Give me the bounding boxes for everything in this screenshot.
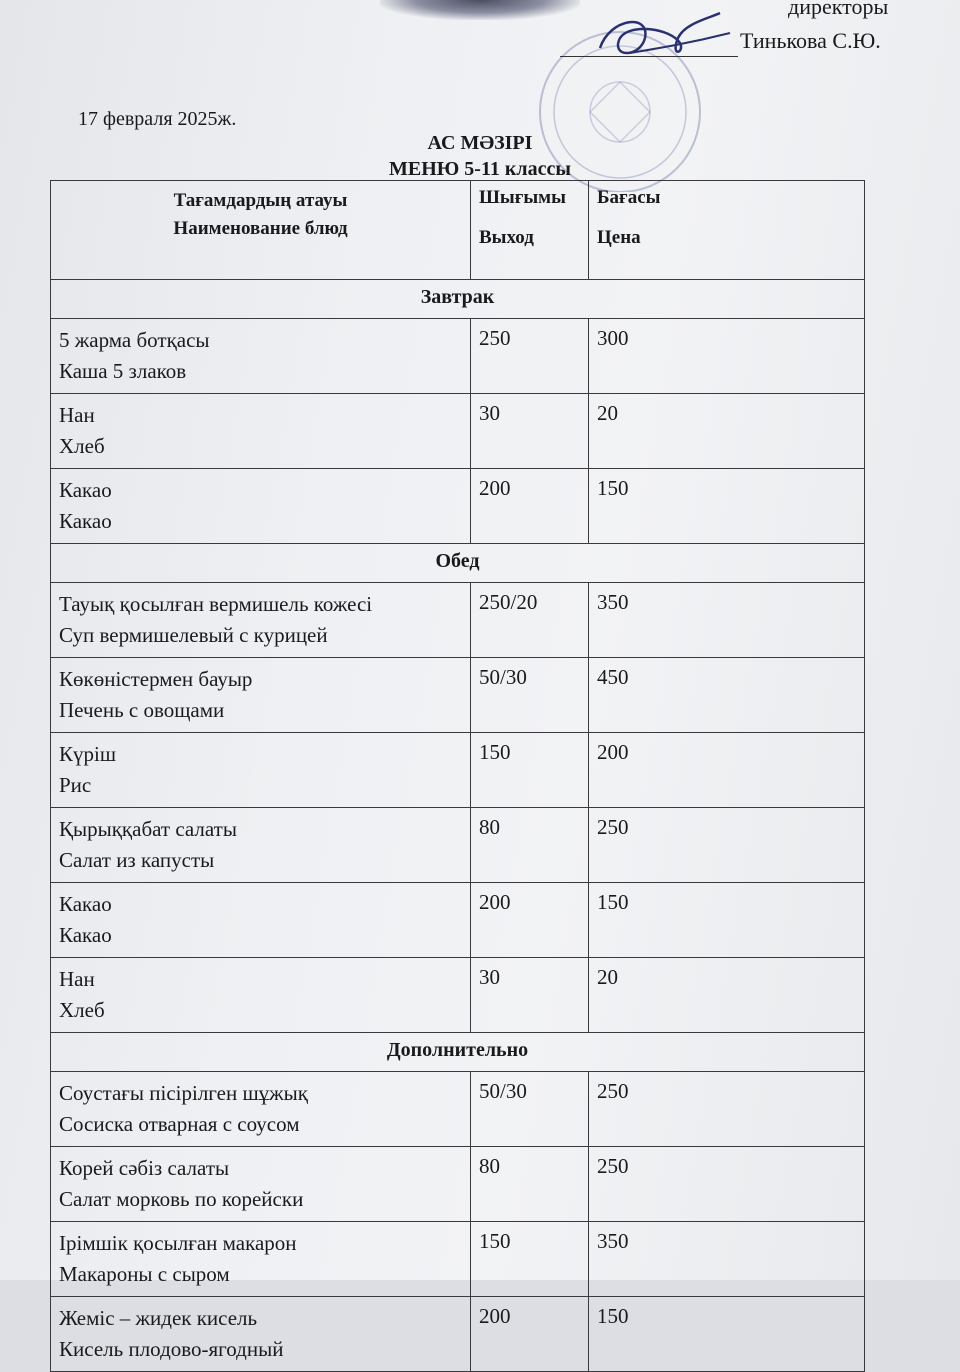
section-row: [51, 1033, 865, 1072]
dish-name-cell: [51, 883, 471, 958]
dish-name-ru: Салат морковь по корейски: [59, 1187, 304, 1211]
dish-name-ru: Какао: [59, 923, 112, 947]
table-row: [51, 583, 865, 658]
menu-table: [50, 180, 865, 1372]
approval-name: Тинькова С.Ю.: [740, 28, 881, 53]
dish-name-ru: Печень с овощами: [59, 698, 225, 722]
table-row: [51, 1297, 865, 1372]
dish-name-cell: [51, 394, 471, 469]
dish-name-kz: Көкөністермен бауыр: [59, 667, 253, 691]
signature-line: [560, 56, 738, 57]
table-row: [51, 808, 865, 883]
dish-name-kz: Какао: [59, 478, 112, 502]
dish-name-cell: [51, 1222, 471, 1297]
header-price-ru: Цена: [597, 227, 641, 248]
table-row: [51, 394, 865, 469]
dish-price: 20: [589, 394, 865, 469]
header-name-kz: Тағамдардың атауы: [173, 190, 348, 211]
dish-name-ru: Салат из капусты: [59, 848, 215, 872]
dish-name-kz: Қырыққабат салаты: [59, 817, 237, 841]
dish-price: 300: [589, 319, 865, 394]
dish-price: 250: [589, 1072, 865, 1147]
dish-name-cell: [51, 319, 471, 394]
section-title: Завтрак: [51, 280, 865, 319]
dish-price: 20: [589, 958, 865, 1033]
dish-name-cell: [51, 1147, 471, 1222]
dish-name-kz: Какао: [59, 892, 112, 916]
dish-name-kz: Жеміс – жидек кисель: [59, 1306, 258, 1330]
dish-yield: 250/20: [471, 583, 589, 658]
dish-name-kz: Корей сәбіз салаты: [59, 1156, 230, 1180]
header-dish-name: [51, 181, 471, 280]
dish-name-ru: Кисель плодово-ягодный: [59, 1337, 284, 1361]
dish-name-ru: Сосиска отварная с соусом: [59, 1112, 300, 1136]
dish-price: 200: [589, 733, 865, 808]
dish-price: 150: [589, 1297, 865, 1372]
title-russian: МЕНЮ 5-11 классы: [389, 158, 571, 180]
table-row: [51, 1147, 865, 1222]
table-row: [51, 469, 865, 544]
dish-yield: 250: [471, 319, 589, 394]
header-name-ru: Наименование блюд: [173, 218, 348, 239]
section-row: [51, 280, 865, 319]
table-header-row: [51, 181, 865, 280]
section-title: Дополнительно: [51, 1033, 865, 1072]
header-price: [589, 181, 865, 280]
dish-name-cell: [51, 583, 471, 658]
dish-name-cell: [51, 658, 471, 733]
title-kazakh: АС МӘЗІРІ: [427, 132, 533, 154]
dish-name-kz: Нан: [59, 403, 95, 427]
section-title: Обед: [51, 544, 865, 583]
dish-price: 450: [589, 658, 865, 733]
dish-yield: 200: [471, 883, 589, 958]
dish-name-ru: Суп вермишелевый с курицей: [59, 623, 328, 647]
dish-price: 150: [589, 883, 865, 958]
dish-name-kz: 5 жарма ботқасы: [59, 328, 210, 352]
dish-price: 250: [589, 808, 865, 883]
table-row: [51, 883, 865, 958]
dish-yield: 50/30: [471, 658, 589, 733]
dish-name-cell: [51, 1297, 471, 1372]
dish-name-kz: Тауық қосылған вермишель кожесі: [59, 592, 373, 616]
section-row: [51, 544, 865, 583]
dish-name-cell: [51, 469, 471, 544]
header-yield-kz: Шығымы: [479, 187, 566, 208]
dish-name-cell: [51, 1072, 471, 1147]
dish-yield: 80: [471, 808, 589, 883]
dish-name-kz: Нан: [59, 967, 95, 991]
dish-name-ru: Макароны с сыром: [59, 1262, 230, 1286]
dish-name-kz: Соустағы пісірілген шұжық: [59, 1081, 308, 1105]
dish-yield: 200: [471, 1297, 589, 1372]
table-row: [51, 319, 865, 394]
dish-name-cell: [51, 808, 471, 883]
dish-name-kz: Күріш: [59, 742, 117, 766]
dish-yield: 150: [471, 733, 589, 808]
table-row: [51, 1222, 865, 1297]
dish-yield: 150: [471, 1222, 589, 1297]
dish-name-ru: Какао: [59, 509, 112, 533]
dish-price: 350: [589, 1222, 865, 1297]
dish-price: 250: [589, 1147, 865, 1222]
dish-name-ru: Хлеб: [59, 434, 105, 458]
menu-body: [51, 280, 865, 1372]
header-yield: [471, 181, 589, 280]
table-row: [51, 658, 865, 733]
dish-name-ru: Хлеб: [59, 998, 105, 1022]
document-date: 17 февраля 2025ж.: [78, 108, 237, 130]
director-signature: [590, 8, 740, 68]
dish-yield: 30: [471, 394, 589, 469]
dish-yield: 200: [471, 469, 589, 544]
approval-role: директоры: [788, 0, 889, 19]
header-yield-ru: Выход: [479, 227, 534, 248]
dish-price: 350: [589, 583, 865, 658]
dish-name-kz: Ірімшік қосылған макарон: [59, 1231, 297, 1255]
dish-name-cell: [51, 958, 471, 1033]
dish-name-ru: Каша 5 злаков: [59, 359, 187, 383]
header-price-kz: Бағасы: [597, 187, 661, 208]
table-row: [51, 1072, 865, 1147]
dish-yield: 30: [471, 958, 589, 1033]
dish-name-ru: Рис: [59, 773, 92, 797]
table-row: [51, 958, 865, 1033]
table-row: [51, 733, 865, 808]
dish-yield: 80: [471, 1147, 589, 1222]
dish-price: 150: [589, 469, 865, 544]
dish-name-cell: [51, 733, 471, 808]
top-shadow: [380, 0, 580, 20]
dish-yield: 50/30: [471, 1072, 589, 1147]
